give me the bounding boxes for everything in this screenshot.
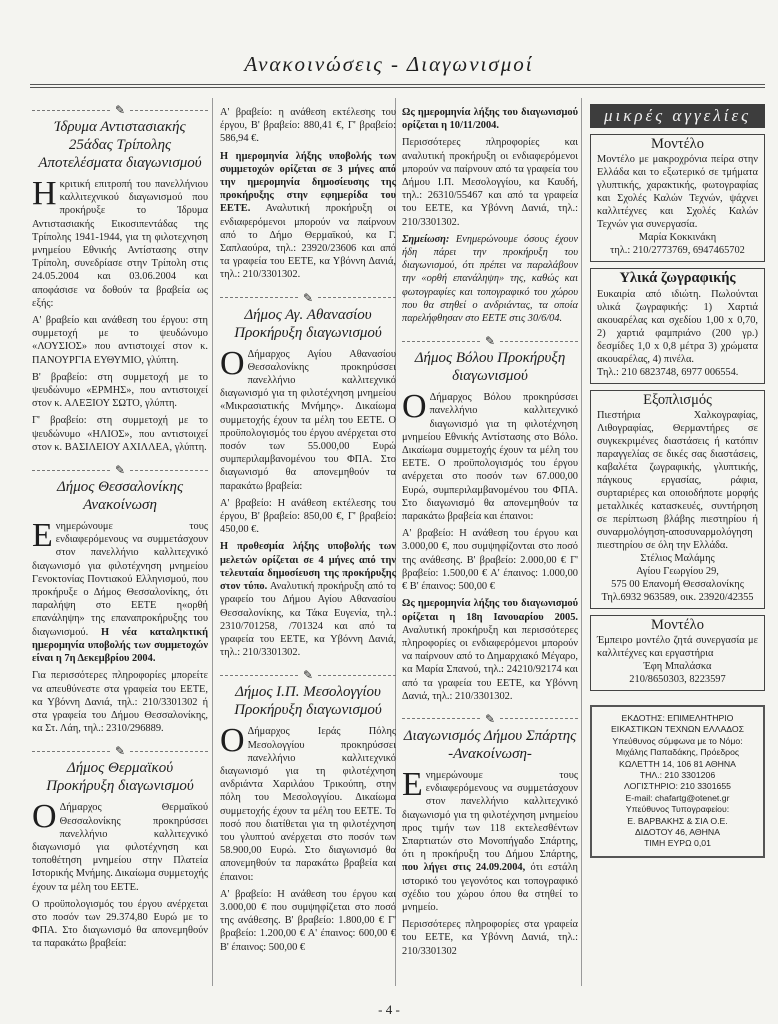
ad-title: Εξοπλισμός <box>643 391 712 408</box>
article-paragraph: Ενημερώνουμε τους ενδιαφερόμενους να συμμετάσχουν στον πανελλήνιο καλλιτεχνικό διαγωνισμό για τη φιλοτέχνηση μνημείου προς τιμήν των 118 εκτελεσθέντων Σπαρτιατών στο Μονοπήγαδο Σπάρτης, ότι η προκήρυξη του Δήμου Σπάρτης, που λήγει στις 24.09.2004, ότι εστάλη ιστορικό του γεγονότος και τοπογραφικό σχέδιο του χώρου όπου θα στηθεί το μνημείο. <box>402 765 578 913</box>
page-header-title: Ανακοινώσεις - Διαγωνισμοί <box>244 52 534 76</box>
column-2 <box>220 106 396 958</box>
article-paragraph: ΟΔήμαρχος Ιεράς Πόλης Μεσολογγίου προκηρύσσει πανελλήνιο καλλιτεχνικό διαγωνισμό για τη φιλοτέχνηση ανδριάντα Χαριλάου Τρικούπη, στην πόλη του Μεσολογγίου. Δικαίωμα συμμετοχής έχουν τα μέλη του ΕΕΤΕ. Το ποσό που διατίθεται για τη φιλοτέχνηση του γλυπτού ανέρχεται στο ποσόν των 58.900,00 Ευρώ. Στο διαγωνισμό θα απονεμηθούν τα παρακάτω βραβεία και έπαινοι: <box>220 722 396 883</box>
ad-phone: Τηλ.: 210 6823748, 6977 006554. <box>597 366 739 378</box>
article-paragraph: Ως ημερομηνία λήξης του διαγωνισμού ορίζεται η 10/11/2004. <box>402 107 578 132</box>
article-paragraph: Η ημερομηνία λήξης υποβολής των συμμετοχών ορίζεται σε 3 μήνες από την ημερομηνία δημοσίευσης της προκήρυξης στην εφημερίδα του ΕΕΤΕ. Αναλυτική προκήρυξη οι ενδιαφερόμενοι μπορούν να παίρνουν από το Δήμο Θερμαϊκού, κα Γ. Σαπλαούρα, τηλ.: 23920/23606 και από τα γραφεία του ΕΕΤΕ, κα Υβόννη Δανιά, τηλ.: 210/3301302. <box>220 150 396 281</box>
ad-text: Ευκαιρία από ιδιώτη. Πωλούνται υλικά ζωγραφικής: 1) Χαρτιά ακουαρέλας και σχεδίου 1,00 x 0,70, 2) χαρτιά φαμπριάνο (200 γρ.) δεσμίδες 1,0 x 0,8 μέτρα 3) χρώματα ακουαρέλας, 4) πινέλα. <box>597 288 758 365</box>
ad-title: Μοντέλο <box>651 136 704 153</box>
ad-text: Μοντέλο με μακροχρόνια πείρα στην Ελλάδα και το εξωτερικό σε τμήματα γλυπτικής, χαρακτικής, φωτογραφίας και Σχολές Καλών Τεχνών, ψάχνει καλλιτέχνες και Σχολές Καλών Τεχνών για συνεργασία. <box>597 154 758 231</box>
header-rule <box>30 84 765 85</box>
ad-address: Αγίου Γεωργίου 29, <box>636 565 719 577</box>
ornament-divider: ✎ <box>220 292 396 304</box>
ornament-divider: ✎ <box>32 745 208 757</box>
classifieds-column <box>590 104 765 858</box>
header-rule <box>30 87 765 88</box>
article-title: Δήμος Ι.Π. Μεσολογγίου Προκήρυξη διαγωνισμού <box>234 684 382 719</box>
ad-contact-name: Έφη Μπαλάσκα <box>643 661 712 673</box>
article-paragraph: ΟΔήμαρχος Θερμαϊκού Θεσσαλονίκης προκηρύσσει πανελλήνιο καλλιτεχνικό διαγωνισμό για φιλοτέχνηση και τοποθέτηση μνημείου στην Πλατεία Ιστορικής Μνήμης. Δικαίωμα συμμετοχής έχουν τα μέλη του ΕΕΤΕ. <box>32 798 209 893</box>
ad-text: Πιεστήρια Χαλκογραφίας, Λιθογραφίας, Θερμαντήρες σε συγκεκριμένες διαστάσεις ή κατόπιν παραγγελίας σε δικές σας διαστάσεις, καβαλέτα ζωγραφικής, γλυπτικής, πάγκους εργασίας, ράφια, συρταριέρες και οποιοδήποτε μορφής μεταλλικές κατασκευές, συντήρηση σε περίπτωση βλάβης πιεστηρίου ή συναρμολόγηση-αποσυναρμολόγηση πιεστηρίου σε όλη την Ελλάδα. <box>597 409 758 551</box>
article-paragraph: Η προθεσμία λήξης υποβολής των μελετών ορίζεται σε 4 μήνες από την τελευταία δημοσίευση της προκήρυξης στον τύπο. Αναλυτική προκήρυξη από το γραφείο του Δήμου Αγίου Αθανασίου Θεσσαλονίκης, κα Τάκα Ευγενία, τηλ.: 2310/701258, /701324 και από τα γραφεία του ΕΕΤΕ, κα Υβόννη Δανιά, τηλ.: 210/3301302. <box>220 541 396 659</box>
imprint-line: ΕΙΚΑΣΤΙΚΩΝ ΤΕΧΝΩΝ ΕΛΛΑΔΟΣ <box>610 724 744 735</box>
imprint-line: Υπεύθυνος Τυπογραφείου: <box>625 804 730 815</box>
article-paragraph: Περισσότερες πληροφορίες στα γραφεία του ΕΕΤΕ, κα Υβόννη Δανιά, τηλ.: 210/3301302 <box>402 919 578 957</box>
article-title: Διαγωνισμός Δήμου Σπάρτης -Ανακοίνωση- <box>403 727 577 762</box>
ad-phone: 210/8650303, 8223597 <box>629 674 726 686</box>
article-paragraph: Α' βραβείο: η ανάθεση εκτέλεσης του έργου, Β' βραβείο: 880,41 €, Γ' βραβείο: 586,94 €. <box>220 107 396 145</box>
article-paragraph: ΟΔήμαρχος Αγίου Αθανασίου Θεσσαλονίκης προκηρύσσει πανελλήνιο καλλιτεχνικό διαγωνισμό για τη φιλοτέχνηση μνημείου «Μικρασιατικής Μνήμης». Δικαίωμα συμμετοχής έχουν τα μέλη του ΕΕΤΕ. Ο προϋπολογισμός του έργου ανέρχεται στο ποσόν των 55.000,00 Ευρώ συμπεριλαμβανομένου του ΦΠΑ. Στο διαγωνισμό θα απονεμηθούν τα παρακάτω βραβεία: <box>220 344 396 492</box>
ad-contact-name: Μαρία Κοκκινάκη <box>638 232 717 244</box>
classified-ad <box>590 390 765 609</box>
ornament-divider: ✎ <box>220 669 396 681</box>
article-paragraph: Α' βραβείο: Η ανάθεση του έργου και 3.000,00 €, που συμψηφίζονται στο ποσό της ανάθεσης. Β' βραβείο: 2.000,00 € Γ' βραβείο: 1.500,00 € Α' έπαινος: 1.000,00 € Β' έπαινος: 500,00 € <box>402 528 578 593</box>
column-1 <box>32 100 208 955</box>
ad-phone: τηλ.: 210/2773769, 6947465702 <box>610 245 745 257</box>
ornament-divider: ✎ <box>32 104 208 116</box>
classified-ad <box>590 268 765 383</box>
ornament-divider: ✎ <box>402 335 578 347</box>
imprint-line: Υπεύθυνος σύμφωνα με το Νόμο: <box>612 735 743 746</box>
article-title: Δήμος Αγ. Αθανασίου Προκήρυξη διαγωνισμού <box>234 306 382 341</box>
article-title: Δήμος Βόλου Προκήρυξη διαγωνισμού <box>414 350 566 385</box>
column-3 <box>402 106 578 962</box>
imprint-line: ΔΙΔΟΤΟΥ 46, ΑΘΗΝΑ <box>635 827 720 838</box>
imprint-line: ΤΗΛ.: 210 3301206 <box>639 770 716 781</box>
ornament-divider: ✎ <box>402 713 578 725</box>
article-paragraph: Β' βραβείο: στη συμμετοχή με το ψευδώνυμο «ΕΡΜΗΣ», που αντιστοιχεί στον κ. ΑΛΕΞΙΟΥ ΣΩΤΟ, γλύπτη. <box>32 371 208 410</box>
article-paragraph: ΟΔήμαρχος Βόλου προκηρύσσει πανελλήνιο καλλιτεχνικό διαγωνισμό για τη φιλοτέχνηση μνημείου Εθνικής Αντίστασης στο Βόλο. Δικαίωμα συμμετοχής έχουν τα μέλη του ΕΕΤΕ. Ο προϋπολογισμός του έργου ανέρχεται στο ποσόν των 67.000,00 Ευρώ, συμπεριλαμβανομένου του ΦΠΑ. Στο διαγωνισμό θα απονεμηθούν τα παρακάτω βραβεία και έπαινοι: <box>402 388 578 523</box>
article-title: Ίδρυμα Αντιστασιακής 25άδας Τρίπολης Αποτελέσματα διαγωνισμού <box>38 119 202 171</box>
ad-phone: Τηλ.6932 963589, οικ. 23920/42355 <box>601 591 754 603</box>
imprint-line: ΤΙΜΗ ΕΥΡΩ 0,01 <box>644 838 711 849</box>
article-paragraph: Α' βραβείο: Η ανάθεση εκτέλεσης του έργου, Β' βραβείο: 850,00 €, Γ' βραβείο: 450,00 €. <box>220 497 396 536</box>
imprint-line: Ε. ΒΑΡΒΑΚΗΣ & ΣΙΑ Ο.Ε. <box>627 815 728 826</box>
article-title: Δήμος Θερμαϊκού Προκήρυξη διαγωνισμού <box>46 760 194 795</box>
article-paragraph: Γ' βραβείο: στη συμμετοχή με το ψευδώνυμο «ΗΛΙΟΣ», που αντιστοιχεί στον κ. ΒΑΣΙΛΕΙΟΥ ΑΧΙΛΛΕΑ, γλύπτη. <box>32 415 208 453</box>
article-title: Δήμος Θεσσαλονίκης Ανακοίνωση <box>56 479 184 514</box>
ad-title: Υλικά ζωγραφικής <box>619 270 736 287</box>
imprint-line: E-mail: chafartg@otenet.gr <box>625 792 730 803</box>
article-paragraph: Α' βραβείο: Η ανάθεση του έργου και 3.000,00 € που συμψηφίζεται στο ποσό της ανάθεσης. Β' βραβείο: 1.800,00 € Γ' βραβείο: 1.200,00 € Α' έπαινος: 600,00 € Β' έπαινος: 500,00 € <box>220 888 396 953</box>
article-paragraph: Περισσότερες πληροφορίες και αναλυτική προκήρυξη οι ενδιαφερόμενοι μπορούν να παίρνουν από τα γραφεία του Δήμου Ι.Π. Μεσολογγίου, κα Καυδή, τηλ.: 26310/55467 και από τα γραφεία του ΕΕΤΕ, κα Υβόννη Δανιά, τηλ.: 210/3301302. <box>402 137 578 228</box>
ad-city: 575 00 Επανομή Θεσσαλονίκης <box>611 578 744 590</box>
ad-title: Μοντέλο <box>651 616 704 633</box>
article-paragraph: Ενημερώνουμε τους ενδιαφερόμενους να συμμετάσχουν στον πανελλήνιο καλλιτεχνικό διαγωνισμό για φιλοτέχνηση μνημείου Γενοκτονίας Ποντιακού Ελληνισμού, που προκήρυξε ο Δήμος Θεσσαλονίκης, ότι παραλήψη στο ΕΕΤΕ η«ορθή επανάληψη» της επαναπροκήρυξης του διαγωνισμού. Η νέα καταληκτική ημερομηνία υποβολής των συμμετοχών είναι η 7η Δεκεμβρίου 2004. <box>32 517 208 665</box>
article-paragraph: Για περισσότερες πληροφορίες μπορείτε να απευθύνεστε στα γραφεία του ΕΕΤΕ, κα Υβόννη Δανιά, τηλ.: 210/3301302 ή στα γραφεία του Δήμου Θεσσαλονίκης, κα Στ. Λάη, τηλ.: 2310/296889. <box>32 670 208 735</box>
imprint-line: ΚΩΛΕΤΤΗ 14, 106 81 ΑΘΗΝΑ <box>619 758 736 769</box>
imprint-line: ΛΟΓΙΣΤΗΡΙΟ: 210 3301655 <box>623 781 732 792</box>
article-paragraph: Σημείωση: Ενημερώνουμε όσους έχουν ήδη πάρει την προκήρυξη του διαγωνισμού, ότι πρέπει να παραλάβουν την «ορθή επανάληψη» της, καθώς και φωτογραφίες και τοπογραφικό του χώρου που θα στηθεί ο ανδριάντας, τα οποία παρελήφθησαν στο ΕΕΤΕ στις 30/6/04. <box>402 233 578 325</box>
article-paragraph: Ο προϋπολογισμός του έργου ανέρχεται στο ποσόν των 29.374,80 Ευρώ με το ΦΠΑ. Στο διαγωνισμό θα απονεμηθούν τα παρακάτω βραβεία: <box>32 898 208 950</box>
ornament-divider: ✎ <box>32 464 208 476</box>
classifieds-heading: μικρές αγγελίες <box>590 104 765 128</box>
classified-ad <box>590 134 765 262</box>
article-paragraph: Ως ημερομηνία λήξης του διαγωνισμού ορίζεται η 18η Ιανουαρίου 2005. Αναλυτική προκήρυξη και περισσότερες πληροφορίες οι ενδιαφερόμενοι μπορούν να παίρνουν από το Δημαρχιακό Μέγαρο, κα Μαρία Σπανού, τηλ.: 24210/92174 και από τα γραφεία του ΕΕΤΕ, κα Υβόννη Δανιά, τηλ.: 210/3301302. <box>402 598 578 702</box>
publisher-imprint <box>590 705 765 858</box>
column-divider <box>581 98 582 986</box>
column-divider <box>212 98 213 986</box>
classified-ad <box>590 615 765 691</box>
article-paragraph: Ηκριτική επιτροπή του πανελλήνιου καλλιτεχνικού διαγωνισμού που προκήρυξε το Ίδρυμα Αντιστασιακής Εικοσιπεντάδας της Τρίπολης 1941-1944, για τη φιλοτεχνηση μνημείου Εθνικής Αντίστασης στην Τρίπολη, συνεδρίασε στην Τρίπολη στις 24.05.2004 και 03.06.2004 και αποφάσισε να δοθούν τα βραβεία ως εξής: <box>32 175 208 309</box>
page-number: - 4 - <box>378 1002 400 1017</box>
imprint-line: Μιχάλης Παπαδάκης, Πρόεδρος <box>615 747 740 758</box>
imprint-line: ΕΚΔΟΤΗΣ: ΕΠΙΜΕΛΗΤΗΡΙΟ <box>621 713 734 724</box>
ad-contact-name: Στέλιος Μαλάμης <box>640 552 715 564</box>
article-paragraph: Α' βραβείο και ανάθεση του έργου: στη συμμετοχή με το ψευδώνυμο «ΛΟΥΣΙΟΣ» που αντιστοιχεί στον κ. ΠΑΝΟΥΡΓΙΑ ΕΥΘΥΜΙΟ, γλύπτη. <box>32 315 208 366</box>
ad-text: Έμπειρο μοντέλο ζητά συνεργασία με καλλιτέχνες και εργαστήρια <box>597 635 758 660</box>
